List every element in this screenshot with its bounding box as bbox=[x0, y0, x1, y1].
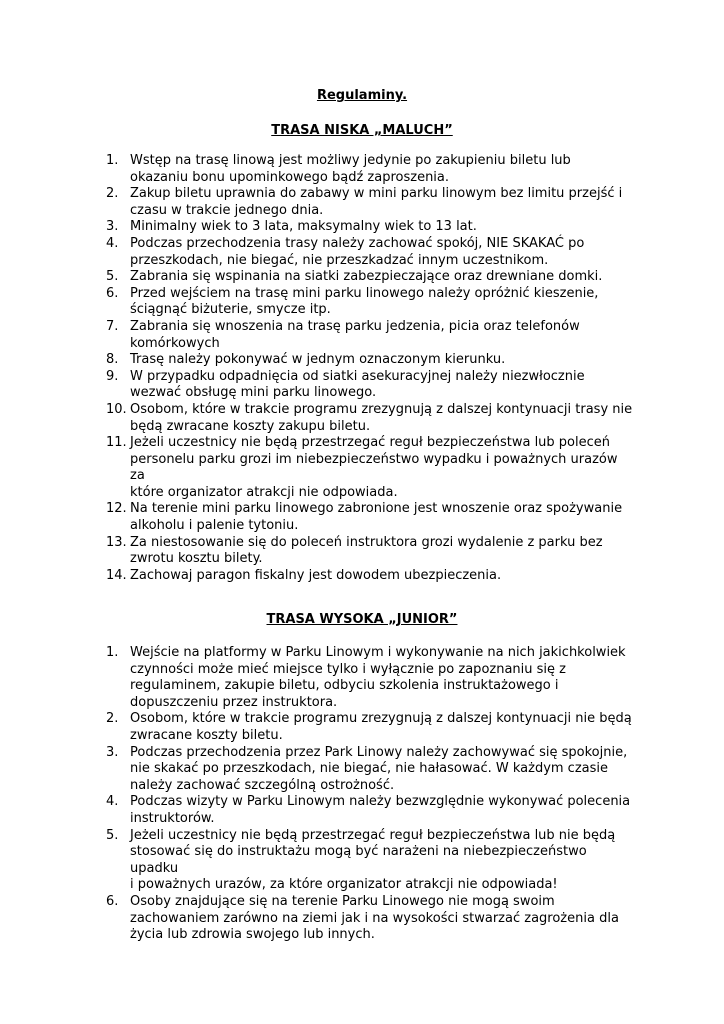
rule-text-line: Na terenie mini parku linowego zabronione jest wnoszenie oraz spożywanie bbox=[130, 501, 623, 517]
rule-text bbox=[130, 402, 636, 435]
rule-text bbox=[130, 369, 636, 402]
rule-number: 10. bbox=[106, 401, 127, 417]
rule-item bbox=[106, 369, 636, 402]
rule-item bbox=[106, 535, 636, 568]
rule-text-line: czynności może mieć miejsce tylko i wyłącznie po zapoznaniu się z bbox=[130, 661, 566, 677]
rule-number: 13. bbox=[106, 534, 127, 550]
rule-number: 3. bbox=[106, 219, 119, 235]
rule-text-line: stosować się do instruktażu mogą być narażeni na niebezpieczeństwo upadku bbox=[130, 844, 587, 876]
rule-text-line: będą zwracane koszty zakupu biletu. bbox=[130, 418, 371, 434]
rule-number: 1. bbox=[106, 153, 119, 168]
rule-text-line: ściągnąć biżuterie, smycze itp. bbox=[130, 302, 331, 318]
rule-text bbox=[130, 269, 636, 286]
rule-text-line: Jeżeli uczestnicy nie będą przestrzegać reguł bezpieczeństwa lub poleceń bbox=[130, 435, 611, 451]
rule-item bbox=[106, 219, 636, 236]
rule-item bbox=[106, 568, 636, 585]
rule-item bbox=[106, 286, 636, 319]
rule-text bbox=[130, 828, 636, 894]
rule-text-line: Wejście na platformy w Parku Linowym i wykonywanie na nich jakichkolwiek bbox=[130, 645, 626, 660]
rule-text-line: Osobom, które w trakcie programu zrezygnują z dalszej kontynuacji trasy nie bbox=[130, 401, 633, 417]
rule-number: 2. bbox=[106, 711, 119, 727]
rule-number: 4. bbox=[106, 794, 119, 810]
rule-number: 7. bbox=[106, 318, 119, 334]
rule-number: 2. bbox=[106, 186, 119, 202]
rule-text-line: instruktorów. bbox=[130, 810, 215, 826]
rule-item bbox=[106, 186, 636, 219]
rule-item bbox=[106, 236, 636, 269]
rule-text-line: Zakup biletu uprawnia do zabawy w mini parku linowym bez limitu przejść i bbox=[130, 186, 623, 202]
rule-item bbox=[106, 153, 636, 186]
rule-text-line: zachowaniem zarówno na ziemi jak i na wysokości stwarzać zagrożenia dla bbox=[130, 910, 619, 926]
rule-text-line: Zabrania się wnoszenia na trasę parku jedzenia, picia oraz telefonów bbox=[130, 318, 580, 334]
rule-text-line: nie skakać po przeszkodach, nie biegać, nie hałasować. W każdym czasie bbox=[130, 761, 609, 777]
rule-text-line: Podczas przechodzenia trasy należy zachować spokój, NIE SKAKAĆ po bbox=[130, 235, 585, 251]
rule-text-line: życia lub zdrowia swojego lub innych. bbox=[130, 927, 375, 943]
rule-number: 9. bbox=[106, 368, 119, 384]
rule-text-line: czasu w trakcie jednego dnia. bbox=[130, 202, 324, 218]
rule-text-line: Minimalny wiek to 3 lata, maksymalny wiek to 13 lat. bbox=[130, 219, 477, 235]
rule-text-line: które organizator atrakcji nie odpowiada. bbox=[130, 484, 398, 500]
rule-text bbox=[130, 236, 636, 269]
rule-text-line: regulaminem, zakupie biletu, odbyciu szkolenia instruktażowego i bbox=[130, 678, 559, 694]
rule-text-line: Trasę należy pokonywać w jednym oznaczonym kierunku. bbox=[130, 352, 506, 368]
rule-text-line: wezwać obsługę mini parku linowego. bbox=[130, 385, 377, 401]
rule-text-line: Za niestosowanie się do poleceń instruktora grozi wydalenie z parku bez bbox=[130, 534, 603, 550]
rule-text bbox=[130, 319, 636, 352]
rule-text-line: komórkowych bbox=[130, 335, 220, 351]
rule-number: 1. bbox=[106, 645, 119, 660]
rule-number: 5. bbox=[106, 827, 119, 843]
rule-text-line: przeszkodach, nie biegać, nie przeszkadzać innym uczestnikom. bbox=[130, 252, 549, 268]
rule-text-line: Osobom, które w trakcie programu zrezygnują z dalszej kontynuacji nie będą bbox=[130, 711, 632, 727]
rule-number: 12. bbox=[106, 501, 127, 517]
rule-text-line: Podczas przechodzenia przez Park Linowy należy zachowywać się spokojnie, bbox=[130, 744, 628, 760]
rule-number: 6. bbox=[106, 893, 119, 909]
section-heading-junior: TRASA WYSOKA „JUNIOR” bbox=[266, 612, 458, 627]
rule-text-line: zwrotu kosztu bilety. bbox=[130, 551, 263, 567]
rule-number: 11. bbox=[106, 435, 127, 451]
rule-text bbox=[130, 352, 636, 369]
rule-item bbox=[106, 711, 636, 744]
rule-item bbox=[106, 319, 636, 352]
rule-text-line: personelu parku grozi im niebezpieczeństwo wypadku i poważnych urazów za bbox=[130, 451, 618, 484]
rule-item bbox=[106, 352, 636, 369]
rule-item bbox=[106, 894, 636, 944]
rule-text-line: dopuszczeniu przez instruktora. bbox=[130, 694, 338, 710]
rule-text-line: W przypadku odpadnięcia od siatki asekuracyjnej należy niezwłocznie bbox=[130, 368, 585, 384]
rule-text-line: Podczas wizyty w Parku Linowym należy bezwzględnie wykonywać polecenia bbox=[130, 794, 631, 810]
rule-text-line: Zabrania się wspinania na siatki zabezpieczające oraz drewniane domki. bbox=[130, 269, 603, 285]
rule-item bbox=[106, 828, 636, 894]
rule-item bbox=[106, 402, 636, 435]
rule-number: 14. bbox=[106, 567, 127, 583]
rule-item bbox=[106, 269, 636, 286]
rule-text bbox=[130, 286, 636, 319]
rule-text-line: Przed wejściem na trasę mini parku linowego należy opróżnić kieszenie, bbox=[130, 285, 599, 301]
rule-item bbox=[106, 501, 636, 534]
rule-number: 5. bbox=[106, 269, 119, 285]
rule-item bbox=[106, 645, 636, 711]
rule-text-line: okazaniu bonu upominkowego bądź zaproszenia. bbox=[130, 169, 450, 185]
rule-text-line: Zachowaj paragon fiskalny jest dowodem ubezpieczenia. bbox=[130, 567, 502, 583]
rule-text bbox=[130, 435, 636, 501]
rule-item bbox=[106, 745, 636, 795]
rule-text-line: i poważnych urazów, za które organizator atrakcji nie odpowiada! bbox=[130, 877, 558, 893]
rule-text-line: Jeżeli uczestnicy nie będą przestrzegać reguł bezpieczeństwa lub nie będą bbox=[130, 827, 616, 843]
rule-item bbox=[106, 435, 636, 501]
rule-number: 8. bbox=[106, 352, 119, 368]
rule-text bbox=[130, 219, 636, 236]
rule-text bbox=[130, 153, 636, 186]
rule-text-line: należy zachować szczególną ostrożność. bbox=[130, 777, 395, 793]
rules-list-junior bbox=[106, 645, 636, 944]
rule-text bbox=[130, 894, 636, 944]
rule-text bbox=[130, 535, 636, 568]
rule-text bbox=[130, 711, 636, 744]
rule-number: 3. bbox=[106, 744, 119, 760]
document-title: Regulaminy. bbox=[316, 88, 408, 103]
rule-number: 4. bbox=[106, 235, 119, 251]
section-heading-maluch: TRASA NISKA „MALUCH” bbox=[271, 123, 453, 138]
rule-text-line: Wstęp na trasę linową jest możliwy jedynie po zakupieniu biletu lub bbox=[130, 153, 571, 168]
rule-text-line: Osoby znajdujące się na terenie Parku Linowego nie mogą swoim bbox=[130, 893, 555, 909]
rule-text bbox=[130, 186, 636, 219]
rule-text bbox=[130, 645, 636, 711]
rule-item bbox=[106, 794, 636, 827]
rule-text bbox=[130, 568, 636, 585]
rule-number: 6. bbox=[106, 285, 119, 301]
rule-text bbox=[130, 794, 636, 827]
rule-text bbox=[130, 745, 636, 795]
rule-text-line: alkoholu i palenie tytoniu. bbox=[130, 518, 299, 534]
rule-text bbox=[130, 501, 636, 534]
rules-list-maluch bbox=[106, 153, 636, 584]
rule-text-line: zwracane koszty biletu. bbox=[130, 727, 283, 743]
